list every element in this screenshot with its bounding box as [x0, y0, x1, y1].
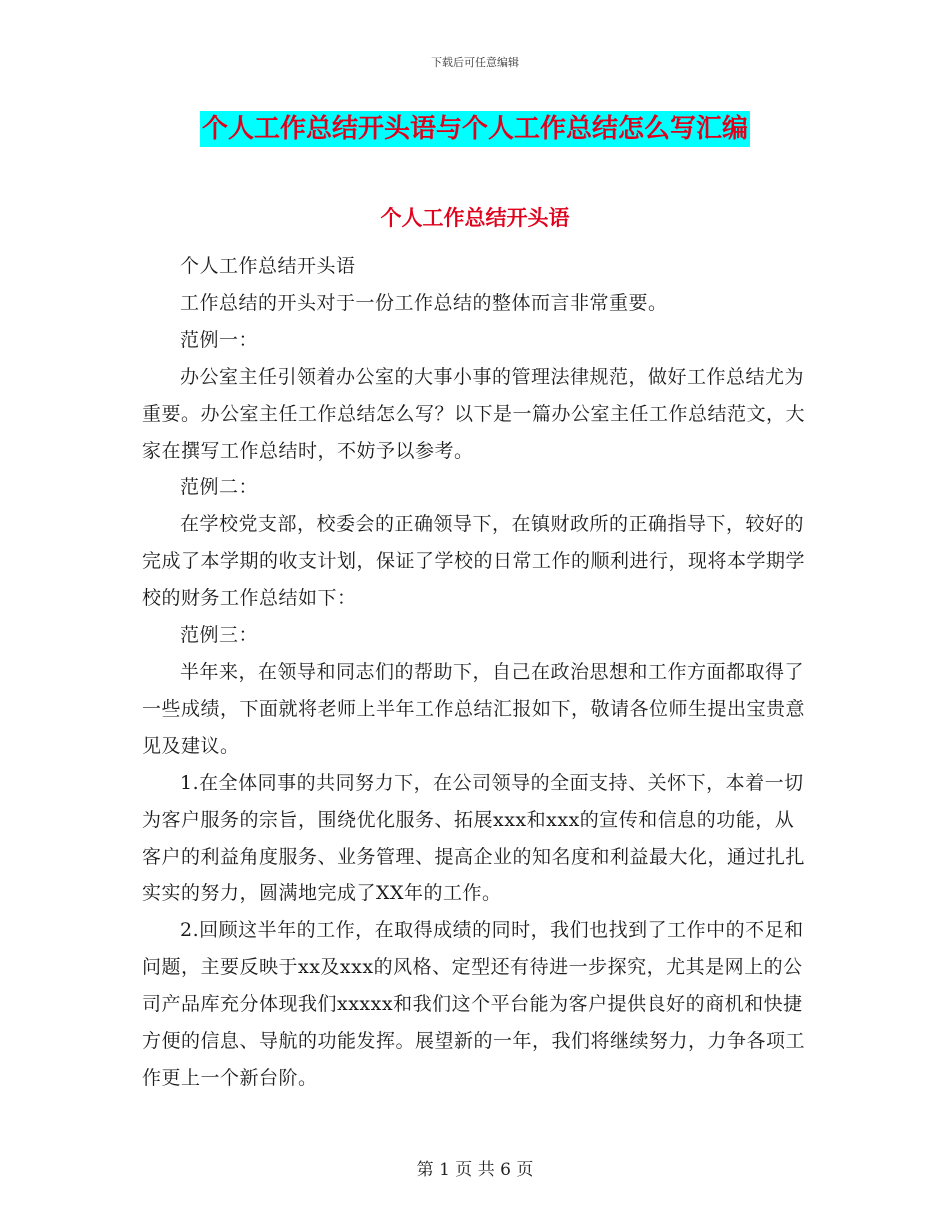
document-title-container	[0, 111, 950, 147]
page-header: 下载后可任意编辑	[431, 56, 519, 69]
document-title: 个人工作总结开头语与个人工作总结怎么写汇编	[200, 111, 750, 147]
paragraph: 1.在全体同事的共同努力下，在公司领导的全面支持、关怀下，本着一切为客户服务的宗旨，围绕优化服务、拓展xxx和xxx的宣传和信息的功能，从客户的利益角度服务、业务管理、提高企业的知名度和利益最大化，通过扎扎实实的努力，圆满地完成了XX年的工作。	[142, 771, 806, 905]
paragraph: 范例三：	[180, 624, 259, 647]
paragraph: 范例二：	[180, 476, 259, 499]
document-body	[142, 248, 808, 1097]
page-footer: 第 1 页 共 6 页	[416, 1160, 534, 1180]
paragraph: 半年来，在领导和同志们的帮助下，自己在政治思想和工作方面都取得了一些成绩，下面就将老师上半年工作总结汇报如下，敬请各位师生提出宝贵意见及建议。	[142, 660, 806, 757]
paragraph: 在学校党支部，校委会的正确领导下，在镇财政所的正确指导下，较好的完成了本学期的收支计划，保证了学校的日常工作的顺利进行，现将本学期学校的财务工作总结如下：	[142, 513, 806, 610]
paragraph: 2.回顾这半年的工作，在取得成绩的同时，我们也找到了工作中的不足和问题，主要反映于xx及xxx的风格、定型还有待进一步探究，尤其是网上的公司产品库充分体现我们xxxxx和我们这个平台能为客户提供良好的商机和快捷方便的信息、导航的功能发挥。展望新的一年，我们将继续努力，力争各项工作更上一个新台阶。	[142, 919, 806, 1089]
section-title: 个人工作总结开头语	[380, 206, 570, 230]
paragraph: 工作总结的开头对于一份工作总结的整体而言非常重要。	[180, 291, 668, 314]
paragraph: 范例一：	[180, 328, 259, 351]
paragraph: 个人工作总结开头语	[180, 255, 356, 277]
paragraph: 办公室主任引领着办公室的大事小事的管理法律规范，做好工作总结尤为重要。办公室主任工作总结怎么写？以下是一篇办公室主任工作总结范文，大家在撰写工作总结时，不妨予以参考。	[142, 365, 806, 462]
